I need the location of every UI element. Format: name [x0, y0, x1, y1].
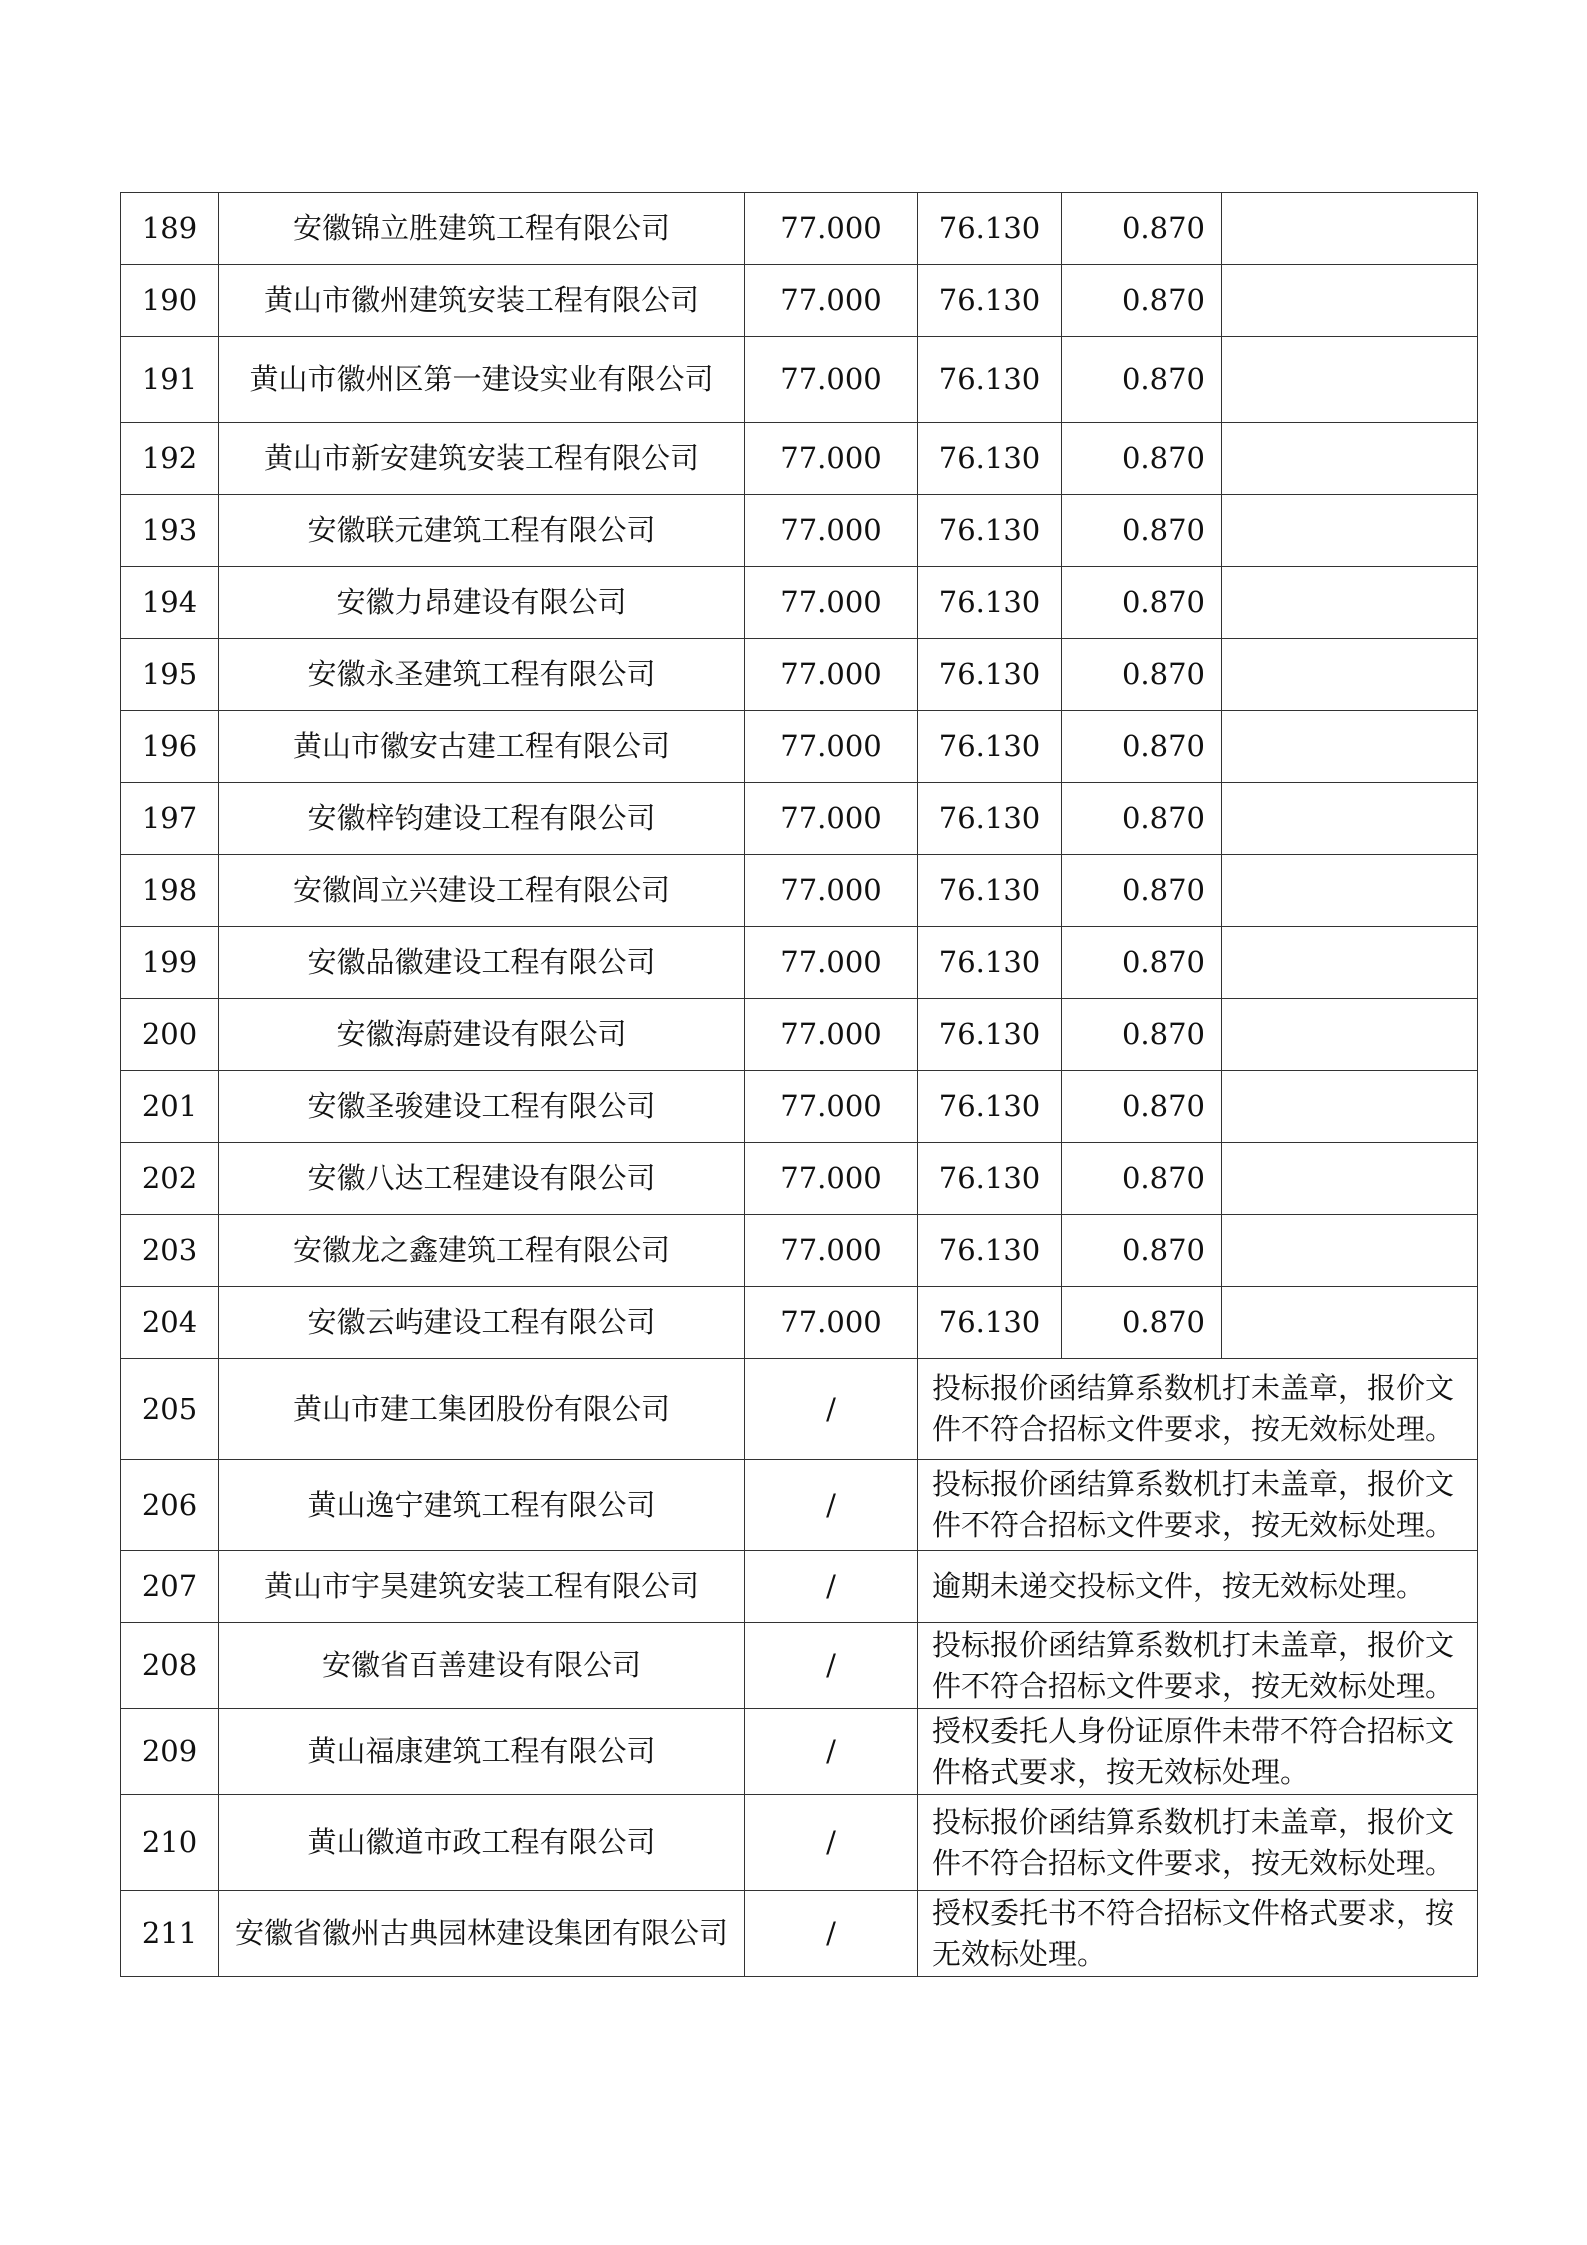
company-name-cell: 黄山市建工集团股份有限公司	[219, 1359, 745, 1460]
score-cell: 76.130	[918, 711, 1062, 783]
remark-cell: 逾期未递交投标文件，按无效标处理。	[918, 1551, 1478, 1623]
price-cell: 77.000	[745, 999, 918, 1071]
remark-cell	[1222, 927, 1478, 999]
table-row	[121, 567, 1478, 639]
row-number-cell: 210	[121, 1795, 219, 1891]
remark-cell	[1222, 193, 1478, 265]
difference-cell: 0.870	[1062, 999, 1222, 1071]
score-cell: 76.130	[918, 927, 1062, 999]
difference-cell: 0.870	[1062, 855, 1222, 927]
table-row	[121, 337, 1478, 423]
price-cell: 77.000	[745, 927, 918, 999]
remark-cell: 授权委托人身份证原件未带不符合招标文件格式要求，按无效标处理。	[918, 1709, 1478, 1795]
score-cell: 76.130	[918, 1215, 1062, 1287]
company-name-cell: 安徽永圣建筑工程有限公司	[219, 639, 745, 711]
price-cell: 77.000	[745, 423, 918, 495]
difference-cell: 0.870	[1062, 265, 1222, 337]
row-number-cell: 208	[121, 1623, 219, 1709]
company-name-cell: 安徽八达工程建设有限公司	[219, 1143, 745, 1215]
score-cell: 76.130	[918, 1143, 1062, 1215]
price-cell: 77.000	[745, 495, 918, 567]
price-cell: 77.000	[745, 639, 918, 711]
price-cell: 77.000	[745, 265, 918, 337]
price-cell: /	[745, 1623, 918, 1709]
row-number-cell: 206	[121, 1460, 219, 1551]
remark-cell	[1222, 1215, 1478, 1287]
score-cell: 76.130	[918, 423, 1062, 495]
row-number-cell: 204	[121, 1287, 219, 1359]
remark-cell: 授权委托书不符合招标文件格式要求，按无效标处理。	[918, 1891, 1478, 1977]
company-name-cell: 黄山福康建筑工程有限公司	[219, 1709, 745, 1795]
table-row	[121, 1551, 1478, 1623]
score-cell: 76.130	[918, 855, 1062, 927]
company-name-cell: 安徽闾立兴建设工程有限公司	[219, 855, 745, 927]
company-name-cell: 安徽省百善建设有限公司	[219, 1623, 745, 1709]
row-number-cell: 198	[121, 855, 219, 927]
difference-cell: 0.870	[1062, 711, 1222, 783]
price-cell: 77.000	[745, 567, 918, 639]
price-cell: 77.000	[745, 193, 918, 265]
score-cell: 76.130	[918, 1287, 1062, 1359]
difference-cell: 0.870	[1062, 1287, 1222, 1359]
company-name-cell: 安徽锦立胜建筑工程有限公司	[219, 193, 745, 265]
price-cell: 77.000	[745, 1071, 918, 1143]
table-row	[121, 265, 1478, 337]
table-row	[121, 639, 1478, 711]
difference-cell: 0.870	[1062, 1143, 1222, 1215]
score-cell: 76.130	[918, 1071, 1062, 1143]
difference-cell: 0.870	[1062, 1215, 1222, 1287]
company-name-cell: 黄山市宇昊建筑安装工程有限公司	[219, 1551, 745, 1623]
row-number-cell: 190	[121, 265, 219, 337]
remark-cell	[1222, 855, 1478, 927]
company-name-cell: 安徽品徽建设工程有限公司	[219, 927, 745, 999]
price-cell: 77.000	[745, 783, 918, 855]
table-row	[121, 495, 1478, 567]
remark-cell: 投标报价函结算系数机打未盖章，报价文件不符合招标文件要求，按无效标处理。	[918, 1795, 1478, 1891]
table-row	[121, 1071, 1478, 1143]
company-name-cell: 安徽云屿建设工程有限公司	[219, 1287, 745, 1359]
table-row	[121, 1359, 1478, 1460]
price-cell: /	[745, 1551, 918, 1623]
row-number-cell: 189	[121, 193, 219, 265]
table-row	[121, 1709, 1478, 1795]
difference-cell: 0.870	[1062, 1071, 1222, 1143]
company-name-cell: 黄山市新安建筑安装工程有限公司	[219, 423, 745, 495]
remark-cell: 投标报价函结算系数机打未盖章，报价文件不符合招标文件要求，按无效标处理。	[918, 1460, 1478, 1551]
difference-cell: 0.870	[1062, 567, 1222, 639]
company-name-cell: 黄山市徽安古建工程有限公司	[219, 711, 745, 783]
table-row	[121, 1623, 1478, 1709]
table-row	[121, 1891, 1478, 1977]
company-name-cell: 安徽梓钧建设工程有限公司	[219, 783, 745, 855]
difference-cell: 0.870	[1062, 639, 1222, 711]
company-name-cell: 安徽龙之鑫建筑工程有限公司	[219, 1215, 745, 1287]
row-number-cell: 194	[121, 567, 219, 639]
row-number-cell: 195	[121, 639, 219, 711]
row-number-cell: 191	[121, 337, 219, 423]
price-cell: 77.000	[745, 337, 918, 423]
remark-cell	[1222, 1287, 1478, 1359]
row-number-cell: 201	[121, 1071, 219, 1143]
price-cell: 77.000	[745, 1143, 918, 1215]
row-number-cell: 209	[121, 1709, 219, 1795]
company-name-cell: 安徽海蔚建设有限公司	[219, 999, 745, 1071]
company-name-cell: 安徽力昂建设有限公司	[219, 567, 745, 639]
row-number-cell: 211	[121, 1891, 219, 1977]
table-row	[121, 1795, 1478, 1891]
remark-cell	[1222, 567, 1478, 639]
difference-cell: 0.870	[1062, 927, 1222, 999]
bid-results-table	[120, 192, 1478, 1977]
score-cell: 76.130	[918, 783, 1062, 855]
table-row	[121, 193, 1478, 265]
score-cell: 76.130	[918, 639, 1062, 711]
difference-cell: 0.870	[1062, 495, 1222, 567]
price-cell: 77.000	[745, 711, 918, 783]
remark-cell	[1222, 999, 1478, 1071]
remark-cell	[1222, 1071, 1478, 1143]
remark-cell: 投标报价函结算系数机打未盖章，报价文件不符合招标文件要求，按无效标处理。	[918, 1359, 1478, 1460]
row-number-cell: 205	[121, 1359, 219, 1460]
remark-cell	[1222, 711, 1478, 783]
price-cell: /	[745, 1709, 918, 1795]
remark-cell	[1222, 1143, 1478, 1215]
difference-cell: 0.870	[1062, 337, 1222, 423]
difference-cell: 0.870	[1062, 193, 1222, 265]
table-row	[121, 783, 1478, 855]
price-cell: 77.000	[745, 855, 918, 927]
company-name-cell: 黄山逸宁建筑工程有限公司	[219, 1460, 745, 1551]
difference-cell: 0.870	[1062, 423, 1222, 495]
table-row	[121, 927, 1478, 999]
company-name-cell: 安徽圣骏建设工程有限公司	[219, 1071, 745, 1143]
company-name-cell: 安徽省徽州古典园林建设集团有限公司	[219, 1891, 745, 1977]
row-number-cell: 197	[121, 783, 219, 855]
price-cell: 77.000	[745, 1287, 918, 1359]
row-number-cell: 202	[121, 1143, 219, 1215]
remark-cell	[1222, 783, 1478, 855]
table-row	[121, 1215, 1478, 1287]
remark-cell	[1222, 337, 1478, 423]
table-row	[121, 423, 1478, 495]
score-cell: 76.130	[918, 495, 1062, 567]
row-number-cell: 196	[121, 711, 219, 783]
remark-cell	[1222, 423, 1478, 495]
remark-cell	[1222, 639, 1478, 711]
row-number-cell: 193	[121, 495, 219, 567]
table-row	[121, 1143, 1478, 1215]
row-number-cell: 207	[121, 1551, 219, 1623]
table-row	[121, 855, 1478, 927]
score-cell: 76.130	[918, 193, 1062, 265]
price-cell: /	[745, 1460, 918, 1551]
price-cell: /	[745, 1359, 918, 1460]
remark-cell: 投标报价函结算系数机打未盖章，报价文件不符合招标文件要求，按无效标处理。	[918, 1623, 1478, 1709]
difference-cell: 0.870	[1062, 783, 1222, 855]
table-row	[121, 999, 1478, 1071]
table-row	[121, 1460, 1478, 1551]
table-body	[121, 193, 1478, 1977]
row-number-cell: 203	[121, 1215, 219, 1287]
score-cell: 76.130	[918, 337, 1062, 423]
company-name-cell: 黄山徽道市政工程有限公司	[219, 1795, 745, 1891]
row-number-cell: 192	[121, 423, 219, 495]
company-name-cell: 黄山市徽州建筑安装工程有限公司	[219, 265, 745, 337]
table-row	[121, 711, 1478, 783]
company-name-cell: 黄山市徽州区第一建设实业有限公司	[219, 337, 745, 423]
row-number-cell: 199	[121, 927, 219, 999]
price-cell: 77.000	[745, 1215, 918, 1287]
row-number-cell: 200	[121, 999, 219, 1071]
table-row	[121, 1287, 1478, 1359]
remark-cell	[1222, 495, 1478, 567]
company-name-cell: 安徽联元建筑工程有限公司	[219, 495, 745, 567]
score-cell: 76.130	[918, 567, 1062, 639]
remark-cell	[1222, 265, 1478, 337]
price-cell: /	[745, 1795, 918, 1891]
score-cell: 76.130	[918, 999, 1062, 1071]
price-cell: /	[745, 1891, 918, 1977]
score-cell: 76.130	[918, 265, 1062, 337]
